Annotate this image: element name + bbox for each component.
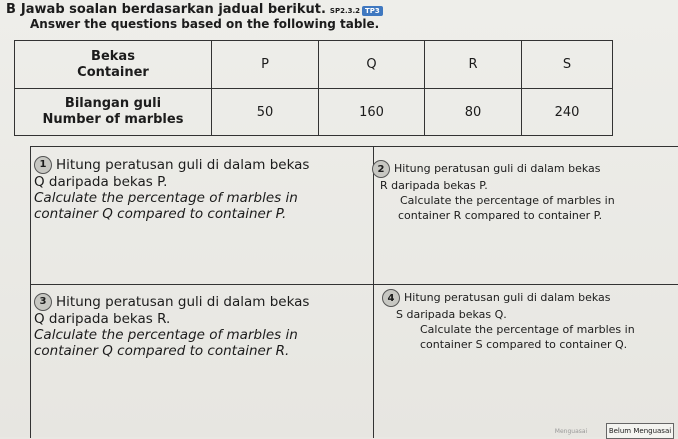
question-number-badge: 4	[382, 289, 400, 307]
section-heading	[6, 2, 383, 17]
question-4	[382, 289, 635, 352]
grid-divider-horizontal	[31, 284, 678, 285]
table-cell: S	[522, 41, 613, 89]
marbles-table	[14, 40, 613, 136]
table-cell: 50	[212, 89, 319, 136]
question-malay-line2: Q daripada bekas P.	[34, 174, 168, 190]
question-number-badge: 2	[372, 160, 390, 178]
question-malay-line2: Q daripada bekas R.	[34, 311, 171, 327]
question-english-line1: Calculate the percentage of marbles in	[34, 327, 298, 343]
question-1	[34, 156, 309, 222]
question-malay-line1: Hitung peratusan guli di dalam bekas	[56, 157, 310, 173]
question-english-line2: container S compared to container Q.	[420, 338, 628, 351]
question-english-line1: Calculate the percentage of marbles in	[34, 190, 298, 206]
table-cell: 240	[522, 89, 613, 136]
heading-english: Answer the questions based on the following table.	[30, 17, 380, 31]
mastered-label: Menguasai	[554, 428, 588, 435]
section-letter: B	[6, 2, 16, 17]
question-malay-line1: Hitung peratusan guli di dalam bekas	[394, 162, 601, 175]
table-cell: 160	[319, 89, 425, 136]
row-label-malay: Bilangan guli	[64, 96, 162, 111]
question-english-line1: Calculate the percentage of marbles in	[420, 323, 635, 336]
not-mastered-box: Belum Menguasai	[606, 423, 674, 439]
question-malay-line2: R daripada bekas P.	[380, 179, 488, 192]
question-number-badge: 3	[34, 293, 52, 311]
row-label-malay: Bekas	[91, 48, 135, 64]
table-cell: 80	[425, 89, 522, 136]
table-cell: Q	[319, 41, 425, 89]
table-row	[15, 89, 613, 136]
row-label-english: Container	[77, 64, 149, 80]
tp-badge: TP3	[362, 6, 383, 16]
question-2	[372, 160, 615, 223]
question-malay-line1: Hitung peratusan guli di dalam bekas	[56, 294, 310, 310]
question-malay-line2: S daripada bekas Q.	[396, 308, 507, 321]
row-label-english: Number of marbles	[42, 112, 184, 127]
table-cell: P	[212, 41, 319, 89]
question-number-badge: 1	[34, 156, 52, 174]
table-cell: R	[425, 41, 522, 89]
standard-code: SP2.3.2	[329, 7, 361, 15]
heading-malay: Jawab soalan berdasarkan jadual berikut.	[20, 2, 326, 17]
question-english-line2: container Q compared to container R.	[34, 343, 290, 359]
question-english-line2: container R compared to container P.	[398, 209, 603, 222]
table-row	[15, 41, 613, 89]
row-header-marbles	[15, 89, 212, 136]
question-english-line2: container Q compared to container P.	[34, 206, 287, 222]
row-header-container	[15, 41, 212, 89]
question-malay-line1: Hitung peratusan guli di dalam bekas	[404, 291, 611, 304]
question-english-line1: Calculate the percentage of marbles in	[400, 194, 615, 207]
question-3	[34, 293, 309, 359]
